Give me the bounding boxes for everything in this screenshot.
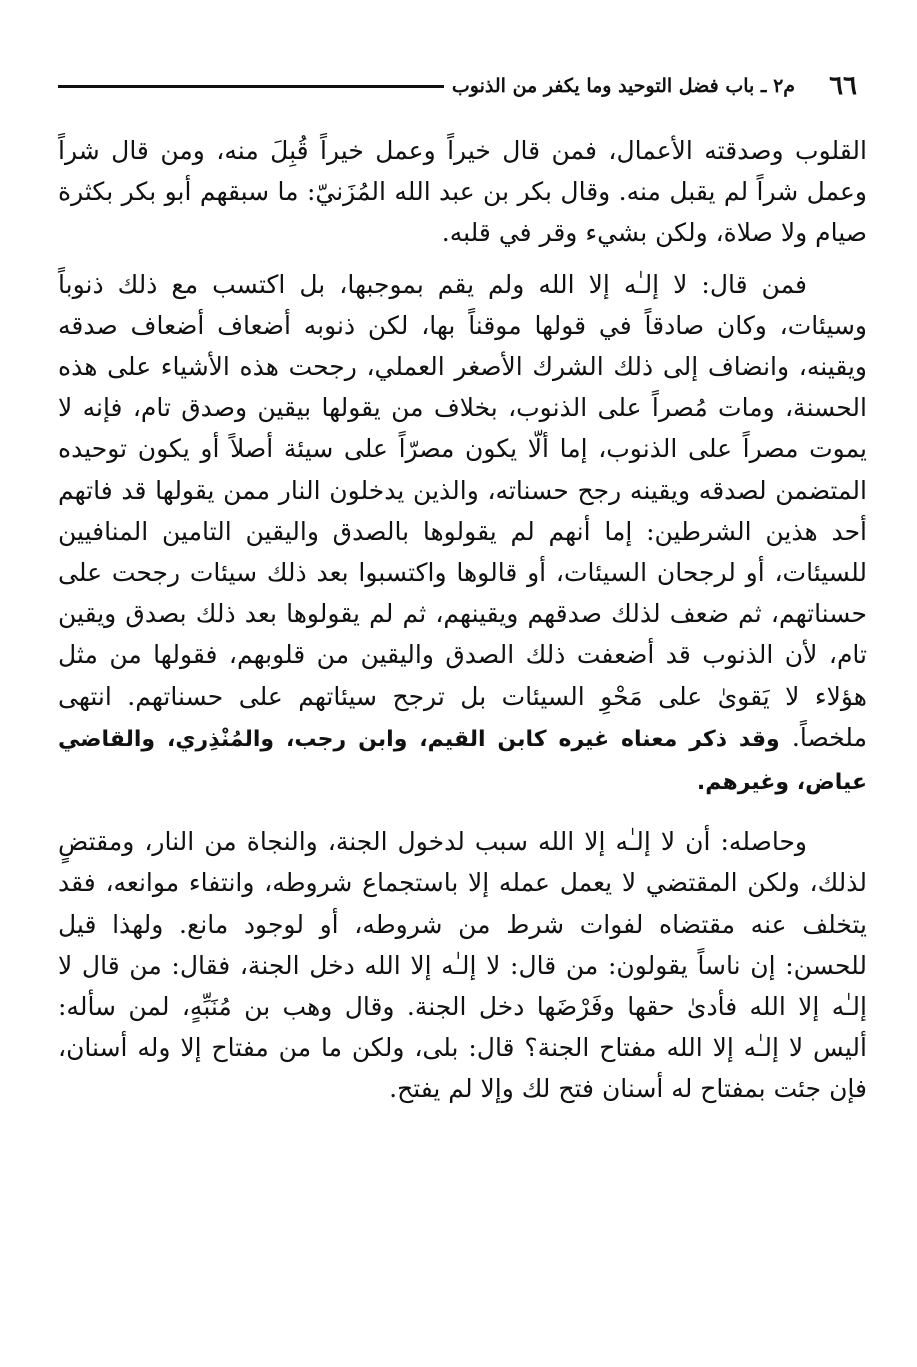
paragraph-2-body: فمن قال: لا إلـٰه إلا الله ولم يقم بموجبها، بل اكتسب مع ذلك ذنوباً وسيئات، وكان صادقاً في قولها موقناً بها، لكن ذنوبه أضعاف أضعاف صدقه ويقينه، وانضاف إلى ذلك الشرك الأصغر العملي، رجحت هذه الأشياء على هذه الحسنة، ومات مُصراً على الذنوب، بخلاف من يقولها بيقين وصدق تام، فإنه لا يموت مصراً على الذنوب، إما ألّا يكون مصرّاً على سيئة أصلاً أو يكون توحيده المتضمن لصدقه ويقينه رجح حسناته، والذين يدخلون النار ممن يقولها قد فاتهم أحد هذين الشرطين: إما أنهم لم يقولوها بالصدق واليقين التامين المنافيين للسيئات، أو لرجحان السيئات، أو قالوها واكتسبوا بعد ذلك سيئات رجحت على حسناتهم، ثم ضعف لذلك صدقهم ويقينهم، ثم لم يقولوها بعد ذلك بصدق ويقين تام، لأن الذنوب قد أضعفت ذلك الصدق واليقين من قلوبهم، فقولها من مثل هؤلاء لا يَقوىٰ على مَحْوِ السيئات بل ترجح سيئاتهم على حسناتهم. [58, 269, 867, 711]
paragraph-2-note: وقد ذكر معناه غيره كابن القيم، وابن رجب، والمُنْذِري، والقاضي عياض، وغيرهم. [58, 726, 867, 796]
paragraph-2-end: انتهى ملخصاً. [58, 681, 867, 752]
paragraph-gap [58, 803, 867, 821]
paragraph-gap [58, 254, 867, 264]
page-number: ٦٦ [829, 71, 857, 101]
running-title: م٢ ـ باب فضل التوحيد وما يكفر من الذنوب [451, 75, 796, 97]
page-header [58, 66, 867, 106]
header-rule [58, 85, 444, 88]
paragraph-2 [58, 264, 867, 804]
paragraph-1: القلوب وصدقته الأعمال، فمن قال خيراً وعمل خيراً قُبِلَ منه، ومن قال شراً وعمل شراً لم يقبل منه. وقال بكر بن عبد الله المُزَنيّ: ما سبقهم أبو بكر بكثرة صيام ولا صلاة، ولكن بشيء وقر في قلبه. [58, 136, 867, 248]
paragraph-3: وحاصله: أن لا إلـٰه إلا الله سبب لدخول الجنة، والنجاة من النار، ومقتضٍ لذلك، ولكن المقتضي لا يعمل عمله إلا باستجماع شروطه، وانتفاء موانعه، فقد يتخلف عنه مقتضاه لفوات شرط من شروطه، أو لوجود مانع. ولهذا قيل للحسن: إن ناساً يقولون: من قال: لا إلـٰه إلا الله دخل الجنة، فقال: من قال لا إلـٰه إلا الله فأدىٰ حقها وفَرْضَها دخل الجنة. وقال وهب بن مُنَبِّهٍ، لمن سأله: أليس لا إلـٰه إلا الله مفتاح الجنة؟ قال: بلى، ولكن ما من مفتاح إلا وله أسنان، فإن جئت بمفتاح له أسنان فتح لك وإلا لم يفتح. [58, 827, 867, 1104]
